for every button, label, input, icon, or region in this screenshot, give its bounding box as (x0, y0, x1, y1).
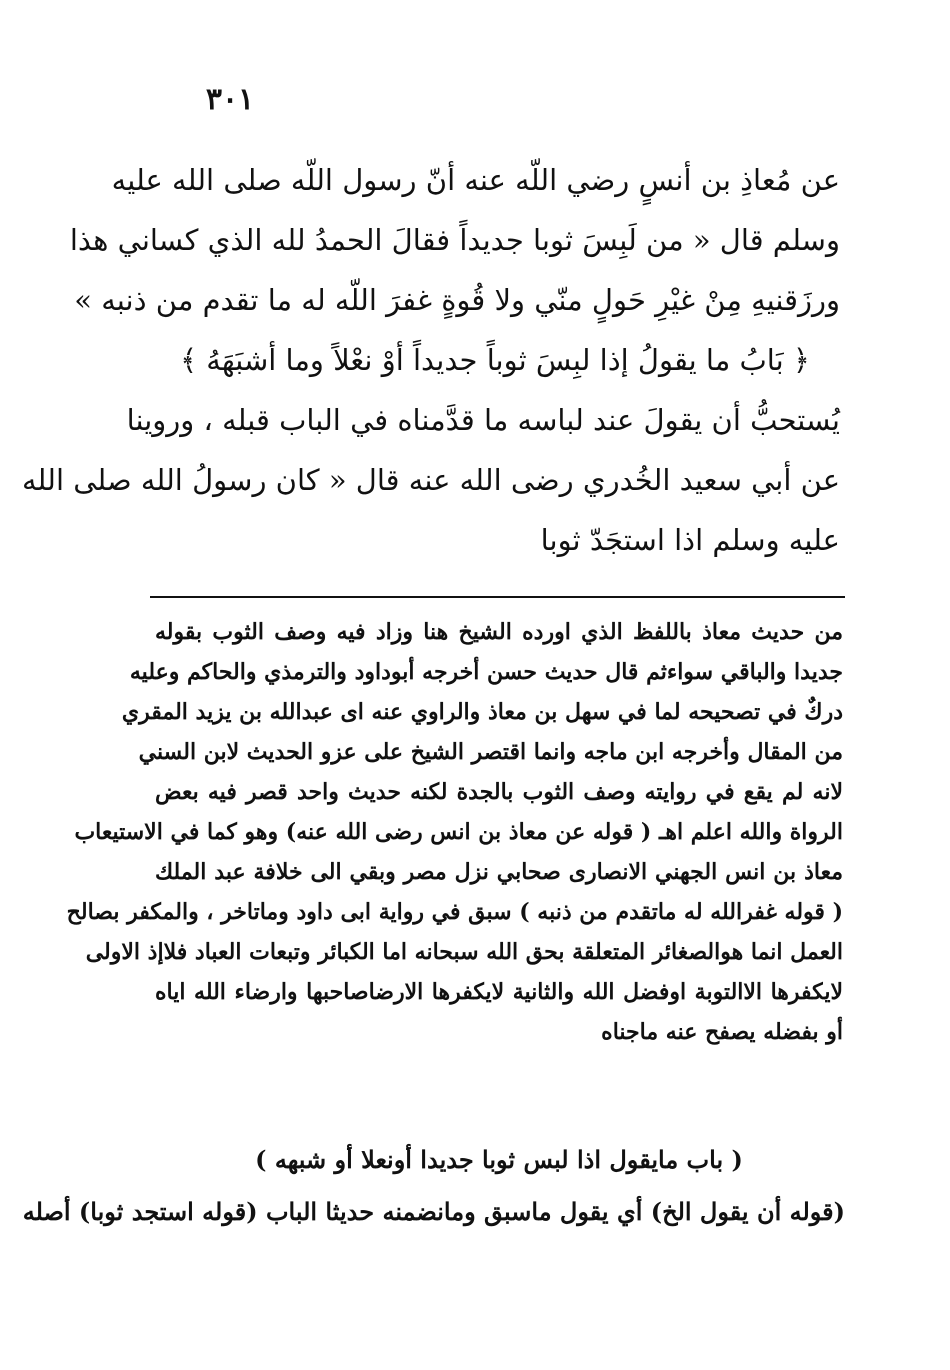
main-text-line: يُستحبُّ أن يقولَ عند لباسه ما قدَّمناه في الباب قبله ، وروينا (126, 403, 840, 437)
commentary-line: معاذ بن انس الجهني الانصارى صحابي نزل مصر وبقي الى خلافة عبد الملك (155, 859, 843, 885)
footnote-divider (150, 596, 845, 598)
page-number: ٣٠١ (205, 82, 255, 117)
main-text-line: عن أبي سعيد الخُدري رضى الله عنه قال « كان رسولُ الله صلى الله (21, 463, 840, 497)
commentary-heading: ( باب مايقول اذا لبس ثوبا جديدا أونعلا أو شبهه ) (255, 1145, 743, 1174)
main-text-line: عليه وسلم اذا استجَدّ ثوبا (540, 523, 840, 557)
commentary-line: ( قوله غفرالله له ماتقدم من ذنبه ) سبق في رواية ابى داود وماتاخر ، والمكفر بصالح (66, 899, 843, 925)
commentary-line: أو بفضله يصفح عنه ماجناه (601, 1019, 843, 1045)
commentary-line: الرواة والله اعلم اهـ ( قوله عن معاذ بن انس رضى الله عنه) وهو كما في الاستيعاب (74, 819, 843, 845)
main-text-line: عن مُعاذِ بن أنسٍ رضي اللّه عنه أنّ رسول اللّه صلى الله عليه (111, 163, 840, 197)
commentary-line: العمل انما هوالصغائر المتعلقة بحق الله سبحانه اما الكبائر وتبعات العباد فلاإذ الاولى (85, 939, 843, 965)
commentary-block (66, 612, 843, 1052)
commentary-line: لايكفرها الاالتوبة اوفضل الله والثانية لايكفرها الارضاصاحبها وارضاء الله اياه (155, 979, 843, 1005)
commentary-line: جديدا والباقي سواءثم قال حديث حسن أخرجه أبوداود والترمذي والحاكم وعليه (129, 659, 843, 685)
commentary-line: من حديث معاذ باللفظ الذي اورده الشيخ هنا وزاد فيه وصف الثوب بقوله (155, 619, 843, 645)
commentary-line: لانه لم يقع في روايته وصف الثوب بالجدة لكنه حديث واحد قصر فيه بعض (155, 779, 843, 805)
commentary-tail-line: (قوله أن يقول الخ) أي يقول ماسبق ومانضمنه حديثا الباب (قوله استجد ثوبا) أصله (22, 1197, 845, 1226)
commentary-line: من المقال وأخرجه ابن ماجه وانما اقتصر الشيخ على عزو الحديث لابن السني (138, 739, 843, 765)
main-text-line: وسلم قال « من لَبِسَ ثوبا جديداً فقالَ الحمدُ لله الذي كساني هذا (69, 223, 840, 257)
chapter-heading: ﴿ بَابُ ما يقولُ إذا لبِسَ ثوباً جديداً أوْ نعْلاً وما أشبَهَهُ ﴾ (180, 343, 810, 377)
main-text-block (21, 150, 840, 570)
main-text-line: ورزَقنيهِ مِنْ غيْرِ حَولٍ منّي ولا قُوةٍ غفرَ اللّه له ما تقدم من ذنبه » (74, 283, 840, 317)
commentary-line: دركٌ في تصحيحه لما في سهل بن معاذ والراوي عنه اى عبدالله بن يزيد المقري (121, 699, 843, 725)
